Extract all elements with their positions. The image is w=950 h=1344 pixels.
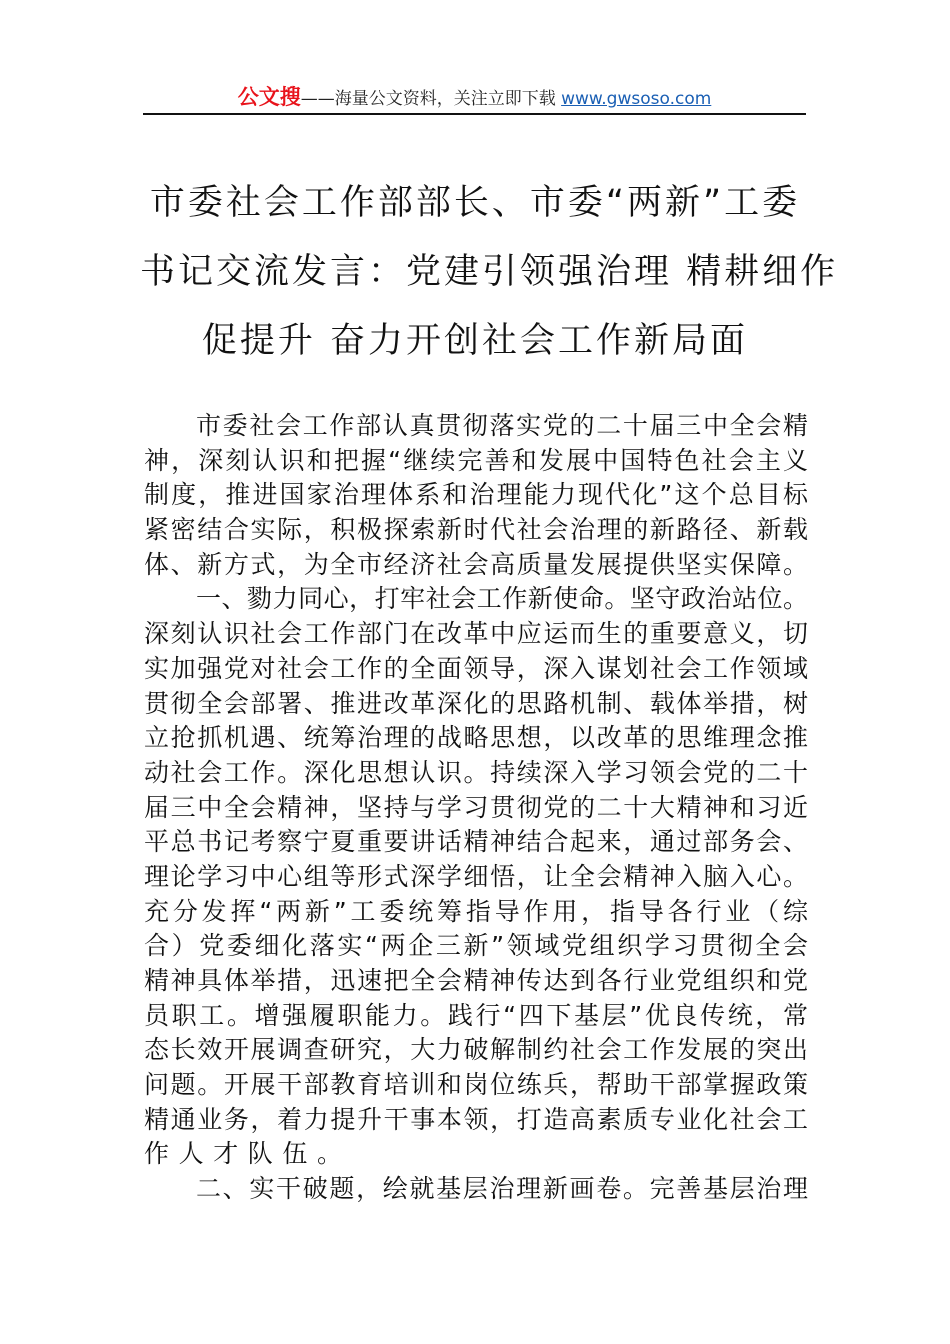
body-line: 制度，推进国家治理体系和治理能力现代化”这个总目标 <box>144 480 808 510</box>
body-line: 作人才队伍。 <box>144 1139 352 1169</box>
body-line: 态长效开展调查研究，大力破解制约社会工作发展的突出 <box>144 1035 808 1065</box>
body-line: 合）党委细化落实“两企三新”领域党组织学习贯彻全会 <box>144 931 808 961</box>
body-line: 神，深刻认识和把握“继续完善和发展中国特色社会主义 <box>144 445 808 475</box>
site-link[interactable]: www.gwsoso.com <box>561 89 712 109</box>
body-line: 充分发挥“两新”工委统筹指导作用，指导各行业（综 <box>144 896 808 926</box>
body-line: 平总书记考察宁夏重要讲话精神结合起来，通过部务会、 <box>144 827 808 857</box>
body-line: 届三中全会精神，坚持与学习贯彻党的二十大精神和习近 <box>144 792 808 822</box>
brand-logo: 公文搜 <box>237 85 301 109</box>
document-body <box>144 409 808 1207</box>
site-header <box>143 82 806 114</box>
body-line: 体、新方式，为全市经济社会高质量发展提供坚实保障。 <box>144 549 808 579</box>
title-line: 市委社会工作部部长、市委“两新”工委 <box>149 183 801 223</box>
body-line: 员职工。增强履职能力。践行“四下基层”优良传统，常 <box>144 1000 808 1030</box>
body-line: 理论学习中心组等形式深学细悟，让全会精神入脑入心。 <box>144 861 808 891</box>
document-title <box>140 178 839 385</box>
body-line: 一、勠力同心，打牢社会工作新使命。坚守政治站位。 <box>196 584 808 614</box>
title-line: 书记交流发言：党建引领强治理 精耕细作 <box>140 252 839 292</box>
body-line: 问题。开展干部教育培训和岗位练兵，帮助干部掌握政策 <box>144 1070 808 1100</box>
body-line: 动社会工作。深化思想认识。持续深入学习领会党的二十 <box>144 757 808 787</box>
body-line: 立抢抓机遇、统筹治理的战略思想，以改革的思维理念推 <box>144 723 808 753</box>
body-line: 二、实干破题，绘就基层治理新画卷。完善基层治理 <box>196 1174 808 1204</box>
body-line: 深刻认识社会工作部门在改革中应运而生的重要意义，切 <box>144 619 808 649</box>
header-tagline: ——海量公文资料，关注立即下载 <box>300 89 562 109</box>
body-line: 紧密结合实际，积极探索新时代社会治理的新路径、新载 <box>144 515 808 545</box>
body-line: 市委社会工作部认真贯彻落实党的二十届三中全会精 <box>196 411 808 440</box>
body-line: 精通业务，着力提升干事本领，打造高素质专业化社会工 <box>144 1104 808 1134</box>
header-divider <box>143 113 806 115</box>
body-line: 实加强党对社会工作的全面领导，深入谋划社会工作领域 <box>144 653 808 683</box>
body-line: 精神具体举措，迅速把全会精神传达到各行业党组织和党 <box>144 966 808 995</box>
body-line: 贯彻全会部署、推进改革深化的思路机制、载体举措，树 <box>144 688 808 718</box>
title-line: 促提升 奋力开创社会工作新局面 <box>201 321 749 361</box>
